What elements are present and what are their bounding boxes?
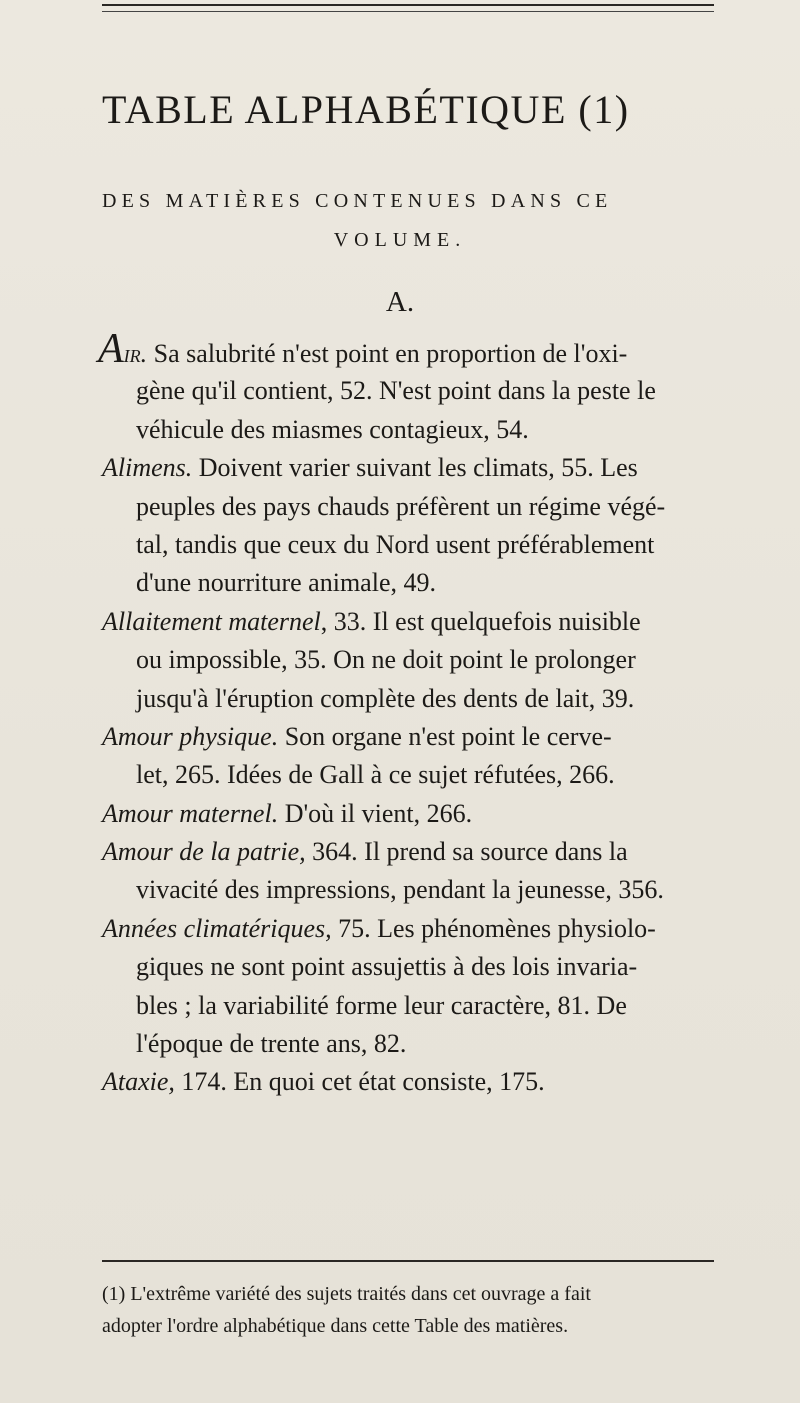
footnote bbox=[102, 1278, 722, 1342]
entry-line bbox=[102, 1025, 722, 1063]
page-title: TABLE ALPHABÉTIQUE (1) bbox=[102, 87, 630, 132]
entry-dropcap: A bbox=[98, 326, 124, 372]
entry-line bbox=[102, 372, 722, 410]
entry-headword: Amour de la patrie, bbox=[102, 837, 306, 867]
entry-line bbox=[102, 948, 722, 986]
entry-line bbox=[102, 488, 722, 526]
footnote-line2: adopter l'ordre alphabétique dans cette Table des matières. bbox=[102, 1315, 569, 1337]
entry-headword: Amour physique. bbox=[102, 721, 279, 751]
top-rule bbox=[102, 4, 714, 6]
subtitle-line1: DES MATIÈRES CONTENUES DANS CE bbox=[102, 190, 613, 212]
entry-line bbox=[102, 680, 722, 718]
entry-line bbox=[102, 910, 722, 948]
entry-line bbox=[102, 411, 722, 449]
entry-text: 364. Il prend sa source dans la bbox=[305, 837, 628, 867]
entry-headword: Ataxie, bbox=[102, 1067, 175, 1097]
entry-text: l'époque de trente ans, 82. bbox=[136, 1029, 407, 1059]
entry-text: Sa salubrité n'est point en proportion de l'oxi- bbox=[147, 339, 628, 368]
footnote-rule bbox=[102, 1260, 714, 1262]
subtitle-line2: VOLUME. bbox=[333, 229, 467, 251]
entry-line bbox=[102, 526, 722, 564]
entry-headword: Alimens. bbox=[102, 453, 193, 483]
entry-text: ou impossible, 35. On ne doit point le prolonger bbox=[136, 645, 636, 675]
entry-text: D'où il vient, 266. bbox=[278, 798, 473, 828]
entry-line bbox=[102, 871, 722, 909]
entry-text: , 33. Il est quelquefois nuisible bbox=[320, 606, 641, 636]
footnote-line1: (1) L'extrême variété des sujets traités dans cet ouvrage a fait bbox=[102, 1283, 591, 1305]
entry-text: vivacité des impressions, pendant la jeunesse, 356. bbox=[136, 875, 664, 905]
entry-text: véhicule des miasmes contagieux, 54. bbox=[136, 414, 529, 444]
entry-line bbox=[102, 449, 722, 487]
entry-text: 75. Les phénomènes physiolo- bbox=[331, 913, 656, 943]
entry-headword: Amour maternel. bbox=[102, 798, 279, 828]
entry-line bbox=[102, 1063, 722, 1101]
entry-line bbox=[102, 987, 722, 1025]
top-rule-thin bbox=[102, 11, 714, 12]
section-letter: A. bbox=[385, 286, 415, 318]
entry-text: bles ; la variabilité forme leur caractère, 81. De bbox=[136, 990, 627, 1020]
entry-line bbox=[102, 795, 722, 833]
entry-line bbox=[102, 833, 722, 871]
entry-text: gène qu'il contient, 52. N'est point dans la peste le bbox=[136, 376, 656, 406]
entry-line bbox=[102, 641, 722, 679]
entry-text: Son organe n'est point le cerve- bbox=[278, 721, 612, 751]
entry-line bbox=[98, 326, 722, 372]
entry-line bbox=[102, 718, 722, 756]
entry-line bbox=[102, 756, 722, 794]
entry-line bbox=[102, 564, 722, 602]
entry-text: d'une nourriture animale, 49. bbox=[136, 568, 436, 598]
entry-text: giques ne sont point assujettis à des lois invaria- bbox=[136, 952, 638, 982]
entry-headword: Allaitement maternel bbox=[102, 606, 321, 636]
entry-text: 174. En quoi cet état consiste, 175. bbox=[174, 1067, 545, 1097]
entry-text: let, 265. Idées de Gall à ce sujet réfutées, 266. bbox=[136, 760, 615, 790]
entry-line bbox=[102, 603, 722, 641]
index-entries bbox=[98, 326, 722, 1102]
entry-headword: Années climatériques, bbox=[102, 913, 332, 943]
entry-headword: ir. bbox=[123, 339, 148, 368]
entry-text: peuples des pays chauds préfèrent un régime végé- bbox=[136, 491, 666, 521]
entry-text: Doivent varier suivant les climats, 55. Les bbox=[192, 453, 638, 483]
entry-text: jusqu'à l'éruption complète des dents de lait, 39. bbox=[136, 683, 635, 713]
entry-text: tal, tandis que ceux du Nord usent préférablement bbox=[136, 529, 655, 559]
